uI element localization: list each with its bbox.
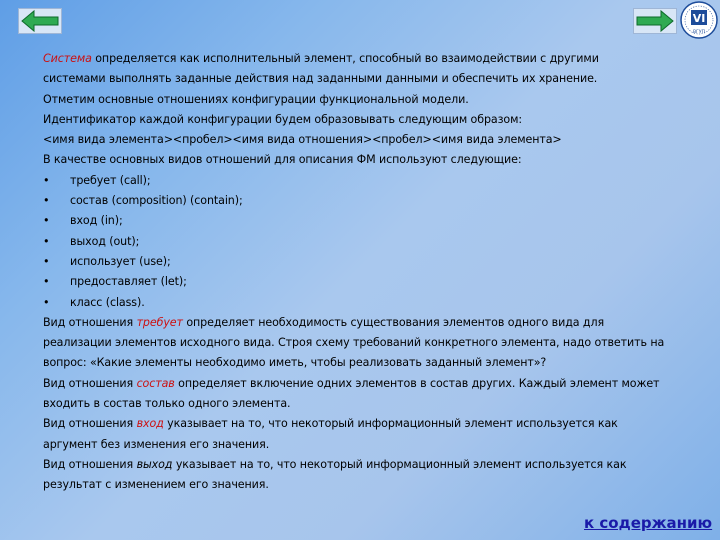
list-item: • предоставляет (let); (43, 275, 187, 289)
identifier-template: <имя вида элемента><пробел><имя вида отношения><пробел><имя вида элемента> (43, 133, 562, 147)
back-button[interactable] (18, 8, 62, 34)
svg-text:ВГУП: ВГУП (693, 30, 705, 35)
term-input: вход (136, 417, 164, 431)
term-output: выход (136, 457, 173, 471)
text-line: реализации элементов исходного вида. Строя схему требований конкретного элемента, надо ответить на (43, 336, 665, 350)
list-item: • класс (class). (43, 295, 145, 309)
term-composition: состав (136, 376, 175, 390)
slide-text (43, 49, 703, 496)
definition-output: Вид отношения выход указывает на то, что некоторый информационный элемент используется как (43, 457, 627, 471)
text-line: результат с изменением его значения. (43, 478, 269, 492)
table-of-contents-link[interactable]: к содержанию (584, 514, 713, 532)
list-item: • вход (in); (43, 214, 123, 228)
text-line: входить в состав только одного элемента. (43, 397, 291, 411)
forward-button[interactable] (633, 8, 677, 34)
paragraph-system: Система определяется как исполнительный элемент, способный во взаимодействии с другими (43, 52, 599, 65)
text-line: В качестве основных видов отношений для описания ФМ используют следующие: (43, 153, 522, 167)
list-item: • состав (composition) (contain); (43, 194, 243, 208)
svg-text:VI: VI (692, 12, 706, 25)
text-line: аргумент без изменения его значения. (43, 437, 270, 451)
list-item: • выход (out); (43, 234, 140, 248)
definition-input: Вид отношения вход указывает на то, что некоторый информационный элемент используется как (43, 417, 618, 431)
definition-composition: Вид отношения состав определяет включение одних элементов в состав других. Каждый элемент может (43, 376, 660, 390)
text-line: Идентификатор каждой конфигурации будем образовывать следующим образом: (43, 112, 523, 126)
list-item: • требует (call); (43, 173, 151, 187)
text-line: системами выполнять заданные действия над заданными данными и обеспечить их хранение. (43, 72, 598, 86)
text-line: Отметим основные отношениях конфигурации функциональной модели. (43, 92, 469, 106)
term-requires: требует (136, 315, 183, 329)
list-item: • использует (use); (43, 254, 171, 268)
institution-emblem-icon (680, 1, 718, 39)
text-line: вопрос: «Какие элементы необходимо иметь, чтобы реализовать заданный элемент»? (43, 356, 547, 370)
term-system: Система (43, 52, 92, 65)
definition-requires: Вид отношения требует определяет необходимость существования элементов одного вида для (43, 315, 605, 329)
